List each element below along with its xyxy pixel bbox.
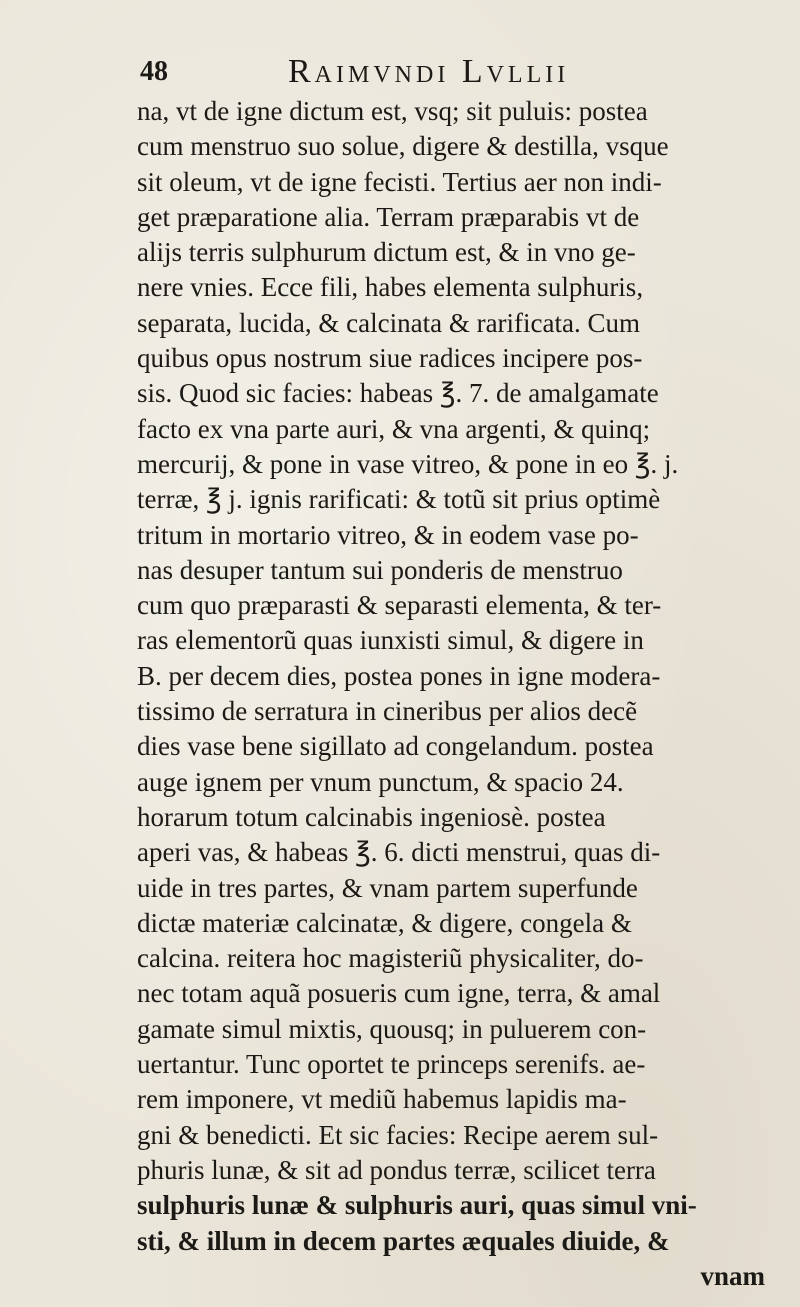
text-line: gni & benedicti. Et sic facies: Recipe aerem sul- — [137, 1119, 659, 1150]
text-line: nec totam aquã posueris cum igne, terra, & amal — [137, 978, 661, 1009]
text-line: terræ, ℥ j. ignis rarificati: & totũ sit prius optimè — [137, 484, 661, 515]
text-line: nas desuper tantum sui ponderis de menstruo — [137, 554, 623, 585]
text-line: dictæ materiæ calcinatæ, & digere, congela & — [137, 907, 632, 938]
text-line: quibus opus nostrum siue radices incipere pos- — [137, 343, 643, 374]
text-line: tritum in mortario vitreo, & in eodem vase po- — [137, 519, 639, 550]
text-line: B. per decem dies, postea pones in igne modera- — [137, 660, 661, 691]
text-line: gamate simul mixtis, quousq; in puluerem con- — [137, 1013, 647, 1044]
page-number: 48 — [140, 56, 168, 87]
text-line: horarum totum calcinabis ingeniosè. postea — [137, 801, 606, 832]
catchword: vnam — [700, 1260, 765, 1291]
running-title: Raimvndi Lvllii — [288, 53, 570, 90]
text-line: tissimo de serratura in cineribus per alios decẽ — [137, 696, 638, 727]
text-line: phuris lunæ, & sit ad pondus terræ, scilicet terra — [137, 1154, 656, 1185]
page-header — [140, 52, 760, 92]
text-line: auge ignem per vnum punctum, & spacio 24. — [137, 766, 624, 797]
text-line: nere vnies. Ecce fili, habes elementa sulphuris, — [137, 272, 644, 303]
text-line: cum menstruo suo solue, digere & destilla, vsque — [137, 131, 669, 162]
text-line: alijs terris sulphurum dictum est, & in vno ge- — [137, 237, 636, 268]
text-line: facto ex vna parte auri, & vna argenti, & quinq; — [137, 413, 651, 444]
text-line: calcina. reitera hoc magisteriũ physicaliter, do- — [137, 943, 644, 974]
body-text — [137, 94, 767, 1294]
text-line: sit oleum, vt de igne fecisti. Tertius aer non indi- — [137, 166, 662, 197]
text-line: sulphuris lunæ & sulphuris auri, quas simul vni- — [137, 1190, 697, 1221]
text-line: mercurij, & pone in vase vitreo, & pone in eo ℥. j. — [137, 448, 679, 479]
text-line: sti, & illum in decem partes æquales diuide, & — [137, 1225, 670, 1256]
text-line: dies vase bene sigillato ad congelandum. postea — [137, 731, 654, 762]
text-line: aperi vas, & habeas ℥. 6. dicti menstrui, quas di- — [137, 837, 661, 868]
text-line: separata, lucida, & calcinata & rarificata. Cum — [137, 307, 641, 338]
text-line: uertantur. Tunc oportet te princeps serenifs. ae- — [137, 1049, 646, 1080]
text-line: na, vt de igne dictum est, vsq; sit puluis: postea — [137, 96, 648, 126]
text-line: get præparatione alia. Terram præparabis vt de — [137, 201, 640, 232]
text-line: cum quo præparasti & separasti elementa, & ter- — [137, 590, 662, 621]
text-line: sis. Quod sic facies: habeas ℥. 7. de amalgamate — [137, 378, 659, 409]
text-line: uide in tres partes, & vnam partem superfunde — [137, 872, 638, 903]
text-line: rem imponere, vt mediũ habemus lapidis ma- — [137, 1084, 627, 1115]
text-line: ras elementorũ quas iunxisti simul, & digere in — [137, 625, 644, 656]
